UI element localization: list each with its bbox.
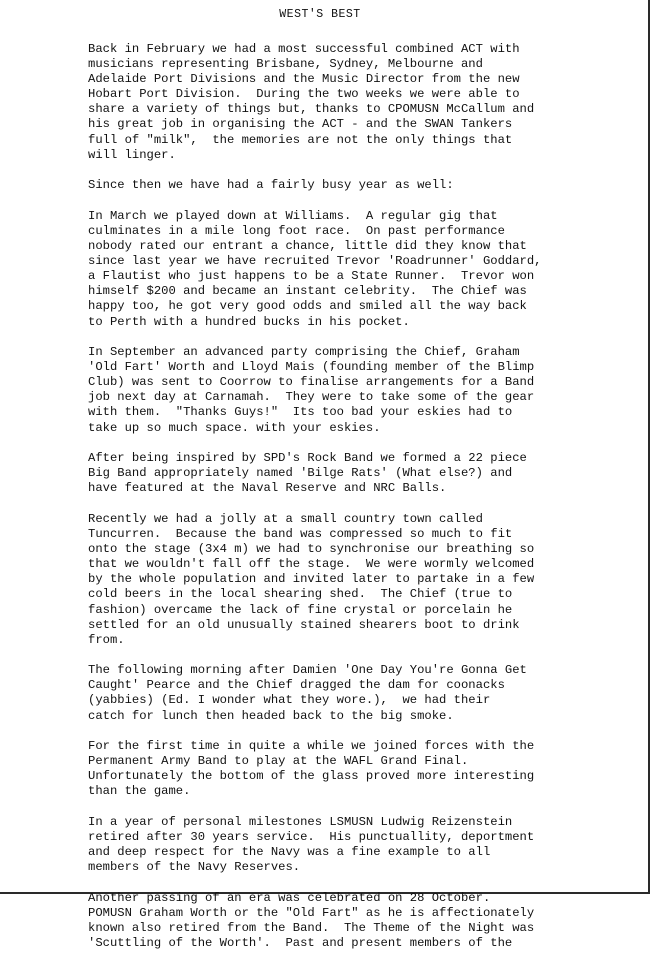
- paragraph-busy-year: [88, 178, 628, 193]
- text-line: fashion) overcame the lack of fine crystal or porcelain he: [88, 602, 513, 617]
- text-line: Club) was sent to Coorrow to finalise arrangements for a Band: [88, 375, 535, 390]
- text-line: onto the stage (3x4 m) we had to synchronise our breathing so: [88, 542, 535, 557]
- text-line: In September an advanced party comprising the Chief, Graham: [88, 345, 520, 360]
- text-line: Hobart Port Division. During the two weeks we were able to: [88, 87, 520, 102]
- text-line: After being inspired by SPD's Rock Band we formed a 22 piece: [88, 451, 527, 466]
- text-line: musicians representing Brisbane, Sydney, Melbourne and: [88, 57, 483, 72]
- paragraph-passing-of-an-era: [88, 891, 628, 951]
- text-line: Another passing of an era was celebrated on 28 October.: [88, 890, 491, 905]
- text-line: settled for an old unusually stained shearers boot to drink: [88, 617, 520, 632]
- text-line: himself $200 and became an instant celebrity. The Chief was: [88, 284, 527, 299]
- text-line: Tuncurren. Because the band was compressed so much to fit: [88, 527, 513, 542]
- text-line: from.: [88, 632, 125, 647]
- paragraph-tuncurren: [88, 512, 628, 648]
- text-line: to Perth with a hundred bucks in his pocket.: [88, 314, 410, 329]
- paragraph-wafl-grand-final: [88, 739, 628, 799]
- paragraph-williams: [88, 209, 628, 330]
- text-line: his great job in organising the ACT - and the SWAN Tankers: [88, 117, 513, 132]
- text-line: by the whole population and invited later to partake in a few: [88, 572, 535, 587]
- paragraph-september: [88, 345, 628, 436]
- text-line: Back in February we had a most successful combined ACT with: [88, 42, 520, 56]
- text-line: For the first time in quite a while we joined forces with the: [88, 739, 535, 754]
- text-line: In a year of personal milestones LSMUSN Ludwig Reizenstein: [88, 815, 513, 830]
- text-line: happy too, he got very good odds and smiled all the way back: [88, 299, 527, 314]
- text-line: will linger.: [88, 147, 176, 162]
- text-line: 'Scuttling of the Worth'. Past and present members of the: [88, 936, 513, 951]
- paragraph-big-band: [88, 451, 628, 496]
- text-line: Adelaide Port Divisions and the Music Director from the new: [88, 72, 520, 87]
- text-line: POMUSN Graham Worth or the "Old Fart" as he is affectionately: [88, 906, 535, 920]
- text-line: culminates in a mile long foot race. On past performance: [88, 223, 505, 238]
- paragraph-following-morning: [88, 663, 628, 723]
- text-line: share a variety of things but, thanks to CPOMUSN McCallum and: [88, 102, 535, 117]
- text-line: job next day at Carnamah. They were to take some of the gear: [88, 390, 535, 405]
- text-line: than the game.: [88, 784, 191, 799]
- text-line: Big Band appropriately named 'Bilge Rats' (What else?) and: [88, 466, 513, 481]
- text-line: Since then we have had a fairly busy year as well:: [88, 178, 454, 193]
- text-line: have featured at the Naval Reserve and NRC Balls.: [88, 481, 447, 496]
- text-line: In March we played down at Williams. A regular gig that: [88, 208, 498, 223]
- text-line: retired after 30 years service. His punctuallity, deportment: [88, 830, 535, 845]
- text-line: nobody rated our entrant a chance, little did they know that: [88, 239, 527, 254]
- article-body: [88, 42, 628, 967]
- paragraph-milestones: [88, 815, 628, 875]
- text-line: that we wouldn't fall off the stage. We were wormly welcomed: [88, 557, 535, 572]
- text-line: take up so much space. with your eskies.: [88, 420, 381, 435]
- text-line: Unfortunately the bottom of the glass proved more interesting: [88, 769, 535, 784]
- page-title: WEST'S BEST: [279, 8, 361, 21]
- text-line: Permanent Army Band to play at the WAFL Grand Final.: [88, 754, 469, 769]
- text-line: and deep respect for the Navy was a fine example to all: [88, 845, 491, 860]
- text-line: known also retired from the Band. The Theme of the Night was: [88, 921, 535, 936]
- text-line: members of the Navy Reserves.: [88, 860, 301, 875]
- text-line: with them. "Thanks Guys!" Its too bad your eskies had to: [88, 405, 513, 420]
- text-line: since last year we have recruited Trevor 'Roadrunner' Goddard,: [88, 254, 542, 269]
- text-line: Recently we had a jolly at a small country town called: [88, 511, 483, 526]
- text-line: cold beers in the local shearing shed. The Chief (true to: [88, 587, 513, 602]
- text-line: catch for lunch then headed back to the big smoke.: [88, 708, 454, 723]
- text-line: Caught' Pearce and the Chief dragged the dam for coonacks: [88, 678, 505, 693]
- text-line: The following morning after Damien 'One Day You're Gonna Get: [88, 663, 527, 678]
- text-line: (yabbies) (Ed. I wonder what they wore.), we had their: [88, 693, 491, 708]
- text-line: 'Old Fart' Worth and Lloyd Mais (founding member of the Blimp: [88, 360, 535, 375]
- text-line: a Flautist who just happens to be a State Runner. Trevor won: [88, 269, 535, 284]
- text-line: full of "milk", the memories are not the only things that: [88, 132, 513, 147]
- paragraph-combined-act: [88, 42, 628, 163]
